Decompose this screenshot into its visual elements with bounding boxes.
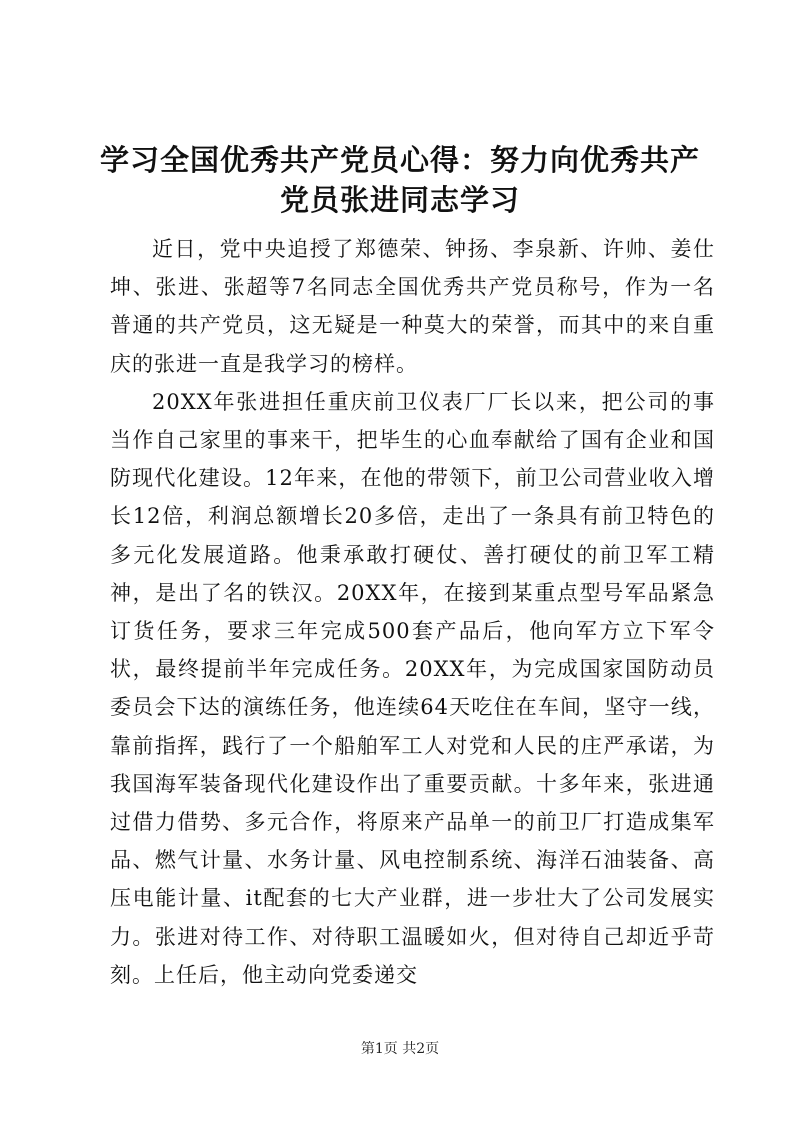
- title-line-2: 党员张进同志学习: [279, 183, 520, 217]
- page-footer: 第1页 共2页: [360, 1041, 440, 1057]
- paragraph-2: 20XX年张进担任重庆前卫仪表厂厂长以来，把公司的事当作自己家里的事来干，把毕生的心血奉献给了国有企业和国防现代化建设。12年来，在他的带领下，前卫公司营业收入增长12倍，利润总额增长20多倍，走出了一条具有前卫特色的多元化发展道路。他秉承敢打硬仗、善打硬仗的前卫军工精神，是出了名的铁汉。20XX年，在接到某重点型号军品紧急订货任务，要求三年完成500套产品后，他向军方立下军令状，最终提前半年完成任务。20XX年，为完成国家国防动员委员会下达的演练任务，他连续64天吃住在车间，坚守一线，靠前指挥，践行了一个船舶军工人对党和人民的庄严承诺，为我国海军装备现代化建设作出了重要贡献。十多年来，张进通过借力借势、多元合作，将原来产品单一的前卫厂打造成集军品、燃气计量、水务计量、风电控制系统、海洋石油装备、高压电能计量、it配套的七大产业群，进一步壮大了公司发展实力。张进对待工作、对待职工温暖如火，但对待自己却近乎苛刻。上任后，他主动向党委递交: [110, 389, 715, 987]
- title-line-1: 学习全国优秀共产党员心得：努力向优秀共产: [99, 143, 700, 177]
- document-title: [95, 140, 705, 220]
- document-body: [110, 230, 715, 994]
- paragraph-1: 近日，党中央追授了郑德荣、钟扬、李泉新、许帅、姜仕坤、张进、张超等7名同志全国优秀共产党员称号，作为一名普通的共产党员，这无疑是一种莫大的荣誉，而其中的来自重庆的张进一直是我学习的榜样。: [110, 237, 715, 376]
